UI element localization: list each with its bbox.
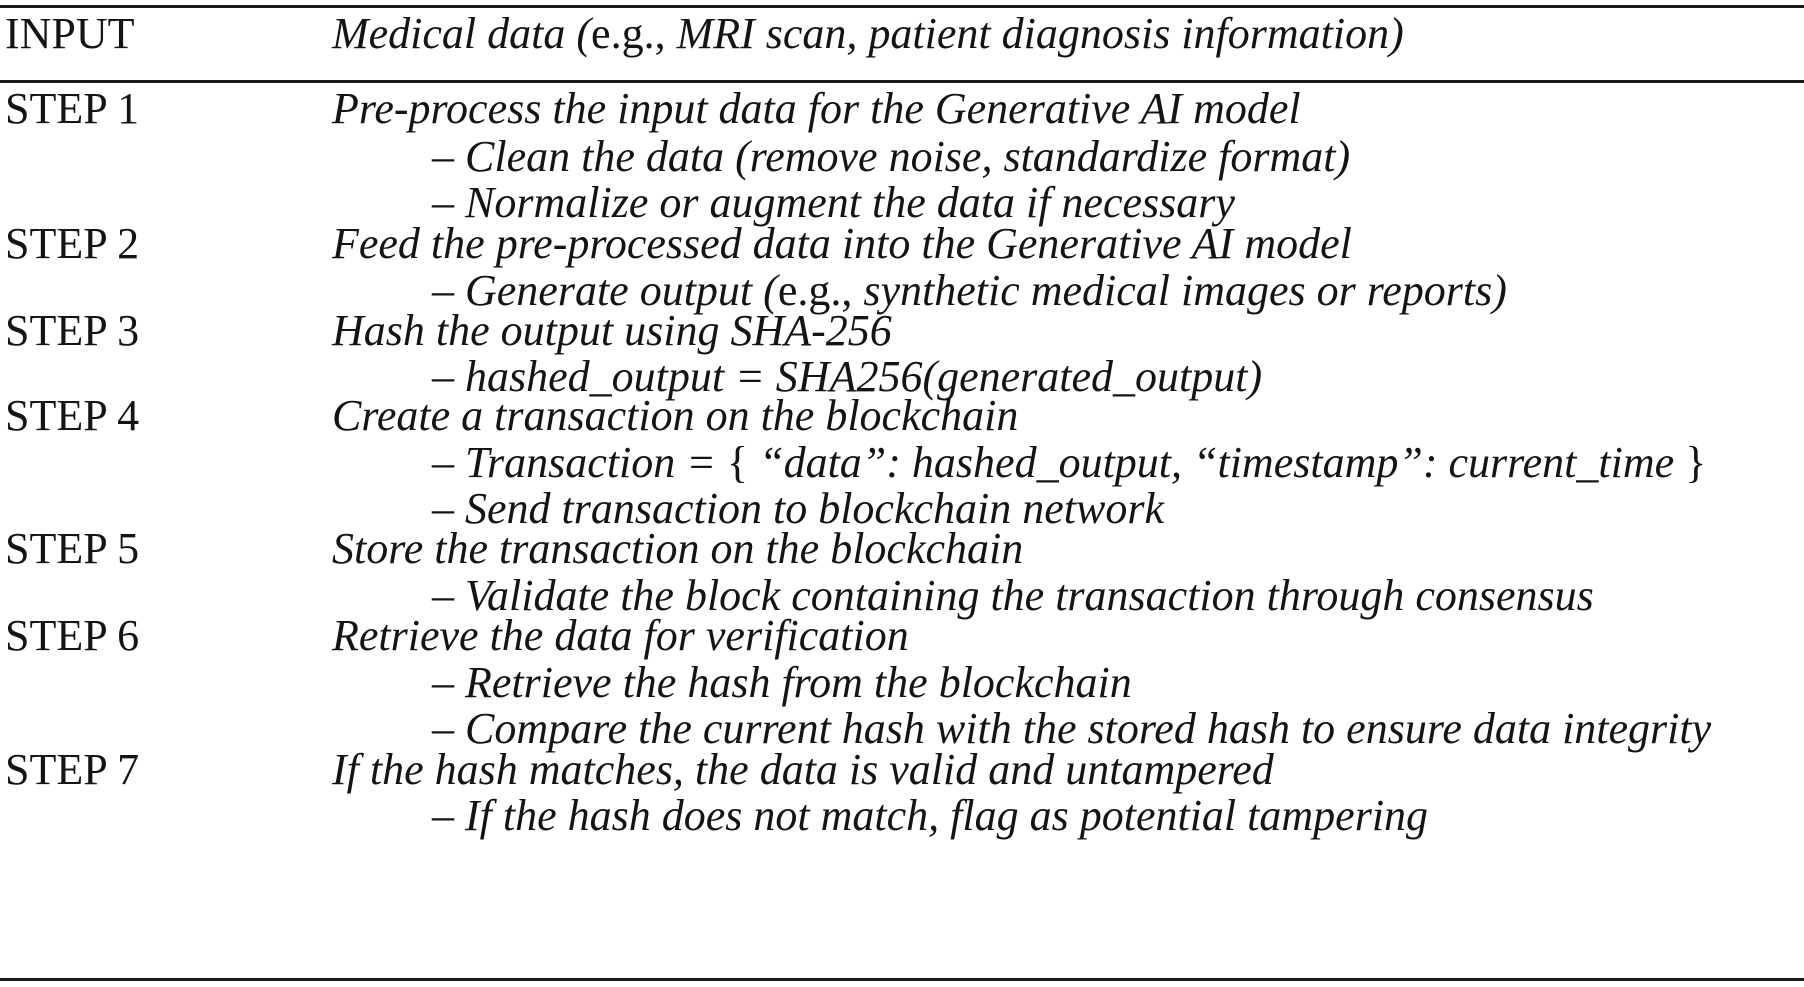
step-4-main: Create a transaction on the blockchain [332, 391, 1019, 440]
input-label: INPUT [5, 9, 135, 58]
input-description [332, 8, 1404, 60]
step-1-sub-1-text: – Clean the data (remove noise, standardize format) [432, 132, 1351, 181]
step-5-main: Store the transaction on the blockchain [332, 524, 1024, 573]
step-5-row [0, 523, 1804, 575]
step-7-row [0, 744, 1804, 796]
step-6-sub-1 [0, 657, 1804, 709]
step-1-sub-1 [0, 131, 1804, 183]
step-6-main: Retrieve the data for verification [332, 611, 909, 660]
table-bottom-rule [0, 978, 1804, 981]
step-4-row [0, 390, 1804, 442]
input-text-part2: MRI scan, patient diagnosis information) [665, 9, 1404, 58]
step-3-sub-1-text: – hashed_output = SHA256(generated_output) [432, 352, 1263, 401]
step-6-sub-2-text: – Compare the current hash with the stored hash to ensure data integrity [432, 704, 1712, 753]
step-7-sub-1-text: – If the hash does not match, flag as potential tampering [432, 791, 1429, 840]
step-2-label: STEP 2 [5, 219, 140, 268]
input-text-part1: Medical data ( [332, 9, 592, 58]
step-4-sub-part1: – Transaction = [432, 438, 727, 487]
step-6-sub-1-text: – Retrieve the hash from the blockchain [432, 658, 1132, 707]
step-1-label: STEP 1 [5, 84, 140, 133]
step-4-sub-part2: “data”: hashed_output, “timestamp”: current_time [748, 438, 1686, 487]
step-5-sub-1-text: – Validate the block containing the transaction through consensus [432, 571, 1594, 620]
step-6-row [0, 610, 1804, 662]
input-row [0, 8, 1804, 60]
step-4-sub-1 [0, 437, 1804, 489]
step-1-row [0, 83, 1804, 135]
step-3-main: Hash the output using SHA-256 [332, 306, 892, 355]
step-3-label: STEP 3 [5, 306, 140, 355]
step-3-row [0, 305, 1804, 357]
step-5-label: STEP 5 [5, 524, 140, 573]
step-4-brace-close: } [1685, 438, 1707, 487]
step-2-sub-part2: synthetic medical images or reports) [852, 266, 1507, 315]
step-2-row [0, 218, 1804, 270]
step-7-main: If the hash matches, the data is valid and untampered [332, 745, 1274, 794]
step-7-sub-1 [0, 790, 1804, 842]
step-7-label: STEP 7 [5, 745, 140, 794]
step-4-label: STEP 4 [5, 391, 140, 440]
step-1-main: Pre-process the input data for the Generative AI model [332, 84, 1301, 133]
step-6-label: STEP 6 [5, 611, 140, 660]
step-4-sub-1-text [432, 437, 1706, 489]
step-4-brace-open: { [726, 438, 749, 487]
step-2-main: Feed the pre-processed data into the Generative AI model [332, 219, 1352, 268]
step-2-sub-eg: e.g., [777, 266, 853, 315]
step-2-sub-part1: – Generate output ( [432, 266, 778, 315]
step-4-sub-2-text: – Send transaction to blockchain network [432, 484, 1164, 533]
input-eg: e.g., [591, 9, 666, 58]
step-1-sub-2-text: – Normalize or augment the data if necessary [432, 178, 1235, 227]
